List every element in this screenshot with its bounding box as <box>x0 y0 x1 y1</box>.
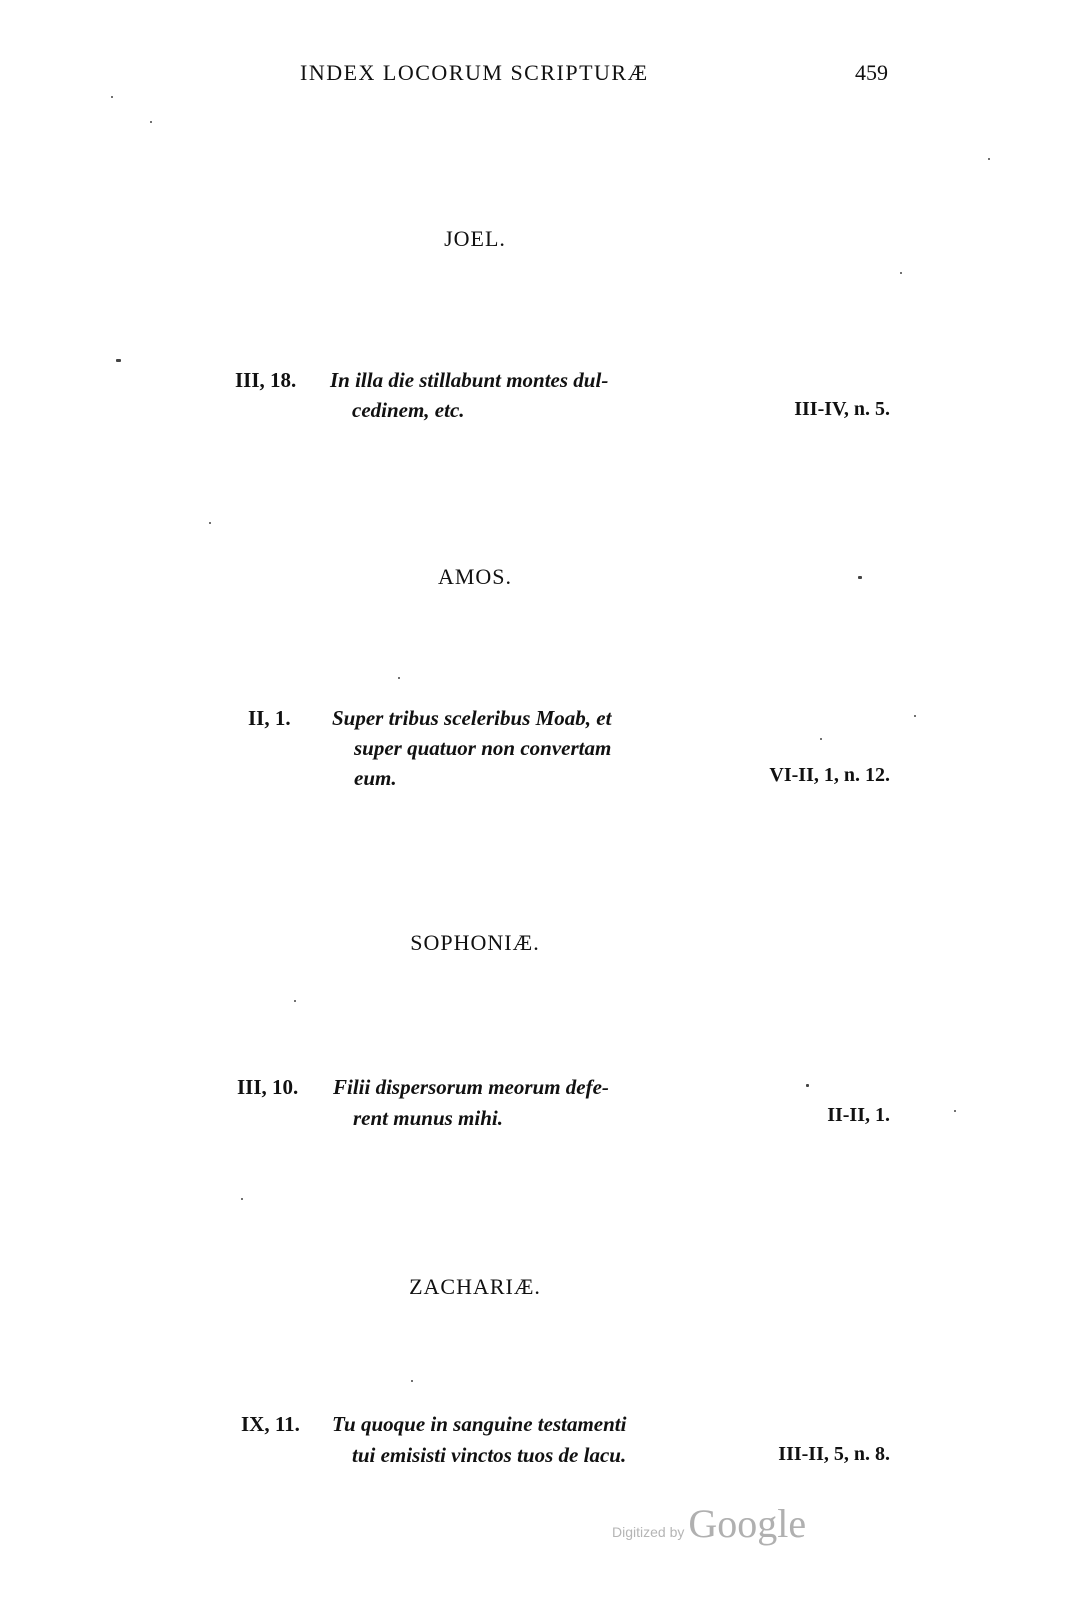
scan-speck <box>900 272 902 274</box>
entry-text-line: Filii dispersorum meorum defe- <box>333 1075 609 1099</box>
entry-ref: II, 1. <box>248 706 291 730</box>
google-logo: Google <box>688 1501 807 1546</box>
scan-speck <box>294 1000 296 1002</box>
scan-speck <box>954 1110 956 1112</box>
section-title-amos: AMOS. <box>437 564 513 589</box>
entry-text-line: eum. <box>354 766 397 790</box>
entry-text-line: tui emisisti vinctos tuos de lacu. <box>352 1443 627 1467</box>
scan-speck <box>411 1380 413 1382</box>
entry-citation: III-IV, n. 5. <box>794 398 890 420</box>
entry-text-line: Tu quoque in sanguine testamenti <box>332 1412 627 1436</box>
entry-text-line: cedinem, etc. <box>352 398 465 422</box>
scan-speck <box>988 158 990 160</box>
scan-speck <box>858 576 862 579</box>
entry-ref: III, 18. <box>235 368 297 392</box>
scan-speck <box>914 715 916 717</box>
section-title-zachariae: ZACHARIÆ. <box>409 1274 541 1299</box>
entry-ref: III, 10. <box>237 1075 299 1099</box>
entry-text-line: In illa die stillabunt montes dul- <box>330 368 609 392</box>
scan-speck <box>241 1198 243 1200</box>
page-number: 459 <box>855 60 888 85</box>
scan-speck <box>820 738 822 740</box>
digitized-by-label: Digitized by <box>612 1524 685 1540</box>
section-title-joel: JOEL. <box>444 226 506 251</box>
entry-text-line: super quatuor non convertam <box>354 736 612 760</box>
digitized-watermark <box>612 1500 806 1547</box>
entry-ref: IX, 11. <box>241 1412 300 1436</box>
scan-speck <box>116 359 121 362</box>
entry-citation: III-II, 5, n. 8. <box>778 1443 890 1465</box>
entry-text-line: rent munus mihi. <box>353 1106 503 1130</box>
scan-speck <box>209 522 211 524</box>
scan-speck <box>806 1084 809 1087</box>
scan-speck <box>398 677 400 679</box>
entry-citation: II-II, 1. <box>827 1104 890 1126</box>
section-title-sophoniae: SOPHONIÆ. <box>410 930 540 955</box>
running-head: INDEX LOCORUM SCRIPTURÆ <box>300 60 649 85</box>
scan-speck <box>150 121 152 123</box>
entry-text-line: Super tribus sceleribus Moab, et <box>332 706 612 730</box>
scan-speck <box>111 96 113 98</box>
entry-citation: VI-II, 1, n. 12. <box>769 764 890 786</box>
